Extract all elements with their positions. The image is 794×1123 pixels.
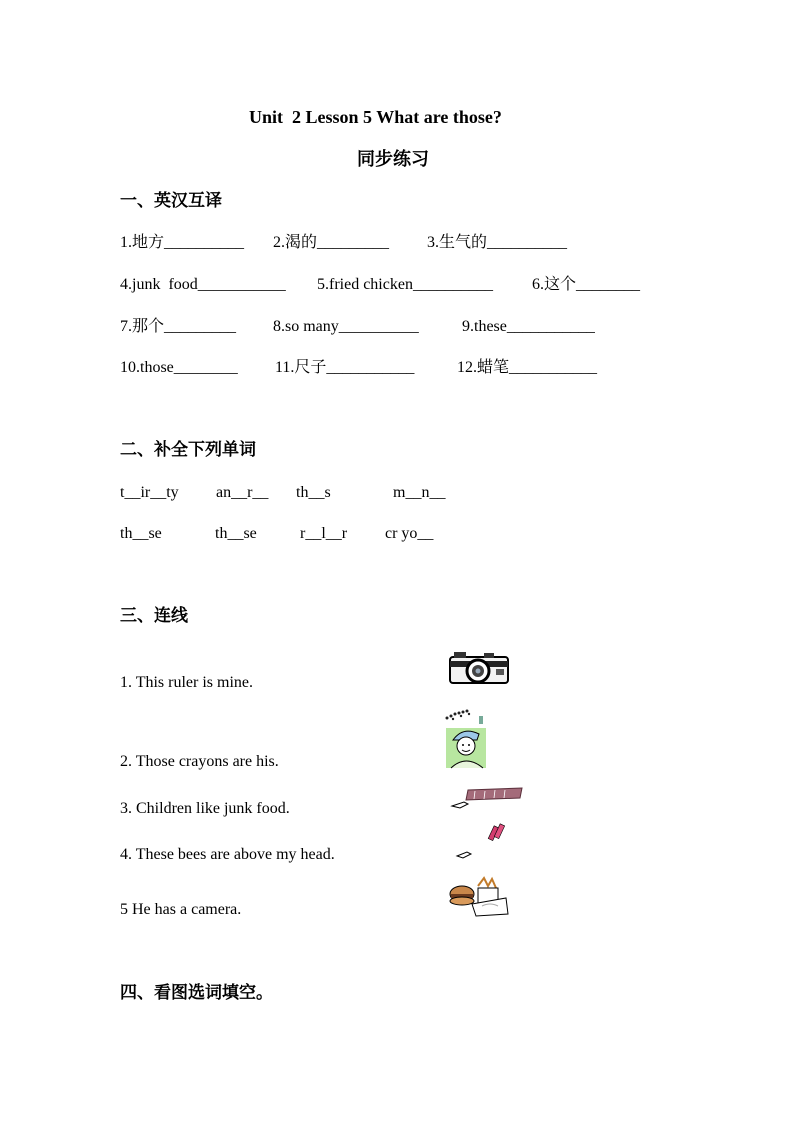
vocab-item: 8.so many__________ bbox=[273, 318, 419, 335]
match-sentence: 1. This ruler is mine. bbox=[120, 674, 254, 691]
vocab-item: 7.那个_________ bbox=[120, 318, 237, 335]
ruler-picture bbox=[450, 786, 524, 812]
match-sentence: 2. Those crayons are his. bbox=[120, 753, 279, 770]
section4-heading: 四、看图选词填空。 bbox=[120, 983, 273, 1002]
vocab-item: 6.这个________ bbox=[532, 276, 641, 293]
word-item: th__s bbox=[296, 484, 331, 501]
section1-heading: 一、英汉互译 bbox=[120, 191, 222, 210]
vocab-item: 11.尺子___________ bbox=[275, 359, 415, 376]
word-item: an__r__ bbox=[216, 484, 269, 501]
junk-food-picture bbox=[448, 876, 510, 918]
word-item: th__se bbox=[215, 525, 257, 542]
match-sentence: 3. Children like junk food. bbox=[120, 800, 290, 817]
section2-heading: 二、补全下列单词 bbox=[120, 440, 256, 459]
word-item: t__ir__ty bbox=[120, 484, 179, 501]
vocab-item: 2.渴的_________ bbox=[273, 234, 390, 251]
vocab-item: 10.those________ bbox=[120, 359, 238, 376]
match-sentence: 5 He has a camera. bbox=[120, 901, 242, 918]
section3-heading: 三、连线 bbox=[120, 606, 188, 625]
page-title: Unit 2 Lesson 5 What are those? bbox=[249, 107, 502, 127]
vocab-item: 3.生气的__________ bbox=[427, 234, 568, 251]
vocab-item: 12.蜡笔___________ bbox=[457, 359, 598, 376]
vocab-item: 5.fried chicken__________ bbox=[317, 276, 493, 293]
vocab-item: 9.these___________ bbox=[462, 318, 595, 335]
crayons-picture bbox=[455, 822, 509, 864]
word-item: th__se bbox=[120, 525, 162, 542]
word-item: r__l__r bbox=[300, 525, 348, 542]
camera-picture bbox=[448, 649, 510, 687]
vocab-item: 4.junk food___________ bbox=[120, 276, 286, 293]
match-sentence: 4. These bees are above my head. bbox=[120, 846, 335, 863]
word-item: m__n__ bbox=[393, 484, 446, 501]
vocab-item: 1.地方__________ bbox=[120, 234, 245, 251]
word-item: cr yo__ bbox=[385, 525, 434, 542]
bees-and-boy-picture bbox=[443, 706, 489, 770]
page-subtitle: 同步练习 bbox=[357, 149, 429, 169]
